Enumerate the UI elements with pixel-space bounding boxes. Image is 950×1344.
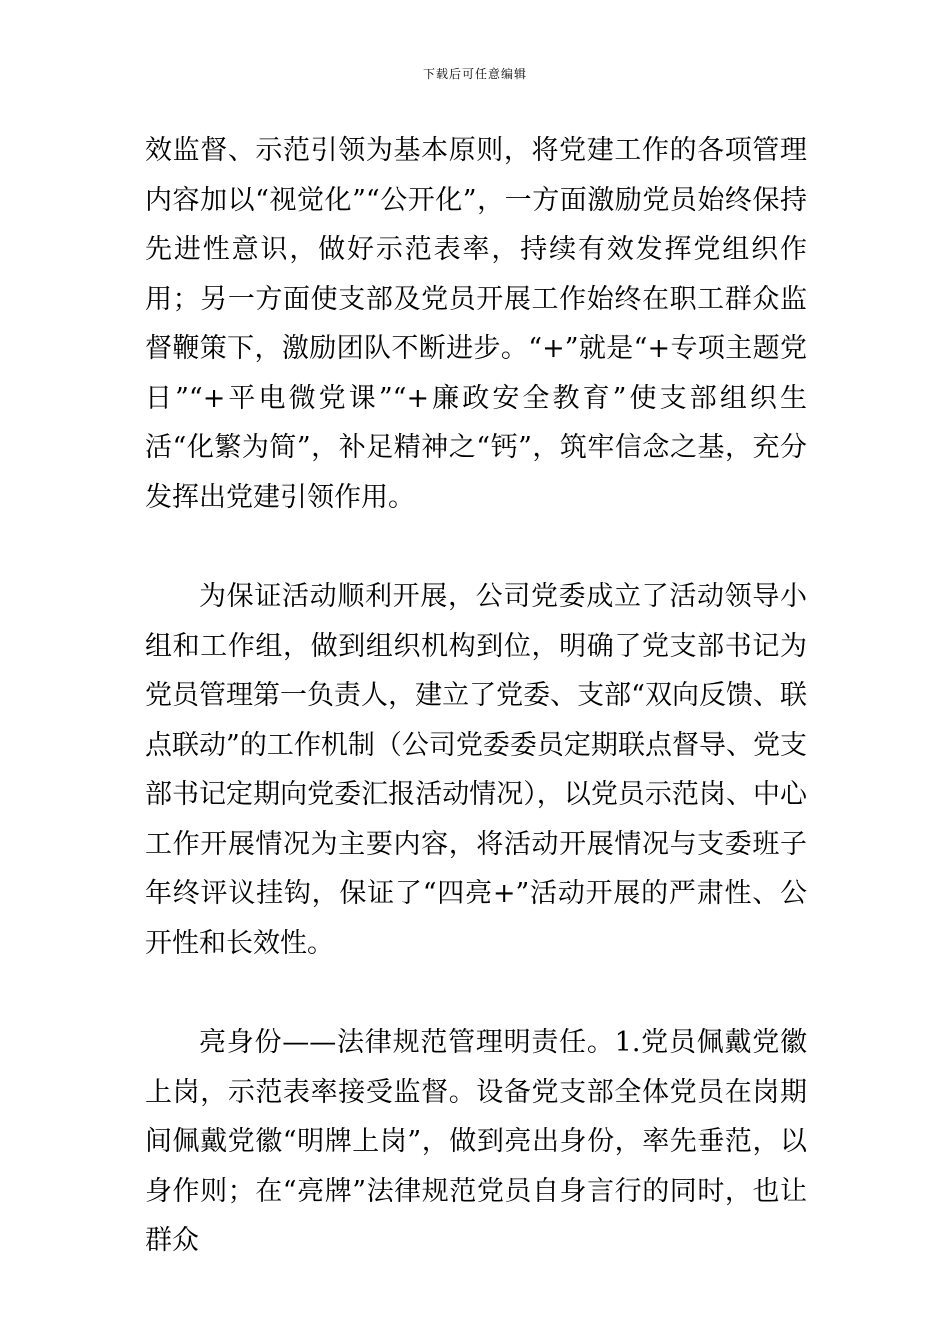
- paragraph-1: 效监督、示范引领为基本原则，将党建工作的各项管理内容加以“视觉化”“公开化”，一方面激励党员始终保持先进性意识，做好示范表率，持续有效发挥党组织作用；另一方面使支部及党员开展工作始终在职工群众监督鞭策下，激励团队不断进步。“+”就是“+专项主题党日”“+平电微党课”“+廉政安全教育”使支部组织生活“化繁为简”，补足精神之“钙”，筑牢信念之基，充分发挥出党建引领作用。: [145, 135, 807, 513]
- page-header: 下载后可任意编辑: [422, 67, 527, 81]
- paragraph-gap: [145, 522, 807, 572]
- document-body: [145, 126, 807, 1266]
- paragraph-gap: [145, 968, 807, 1018]
- paragraph-3: 亮身份——法律规范管理明责任。1.党员佩戴党徽上岗，示范表率接受监督。设备党支部全体党员在岗期间佩戴党徽“明牌上岗”，做到亮出身份，率先垂范，以身作则；在“亮牌”法律规范党员自身言行的同时，也让群众: [145, 1027, 807, 1256]
- paragraph-2: 为保证活动顺利开展，公司党委成立了活动领导小组和工作组，做到组织机构到位，明确了党支部书记为党员管理第一负责人，建立了党委、支部“双向反馈、联点联动”的工作机制（公司党委委员定期联点督导、党支部书记定期向党委汇报活动情况），以党员示范岗、中心工作开展情况为主要内容，将活动开展情况与支委班子年终评议挂钩，保证了“四亮+”活动开展的严肃性、公开性和长效性。: [145, 581, 807, 959]
